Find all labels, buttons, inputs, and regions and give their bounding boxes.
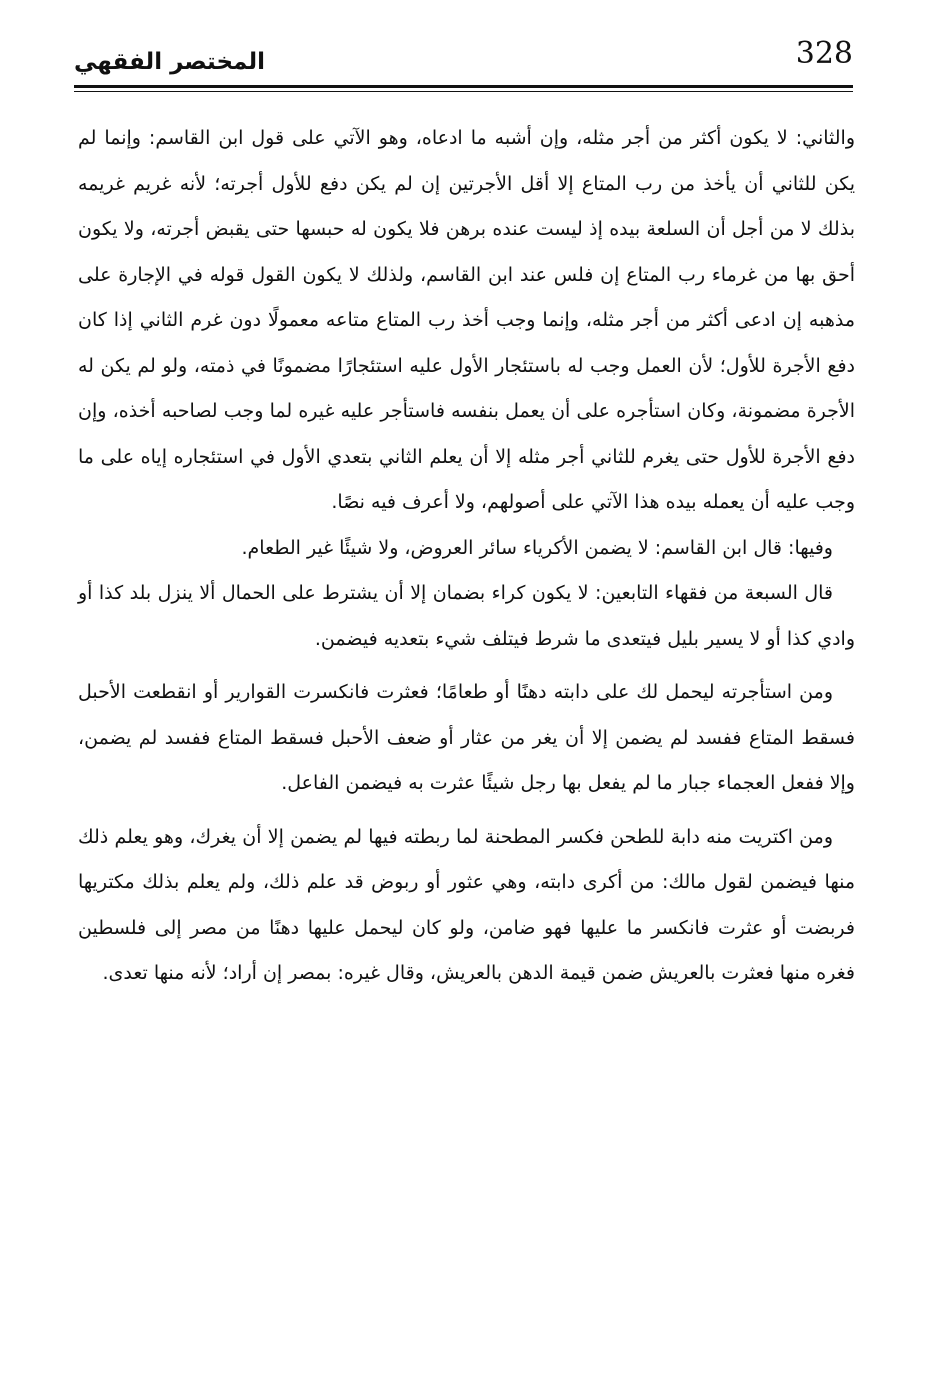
paragraph: ومن اكتريت منه دابة للطحن فكسر المطحنة لما ربطته فيها لم يضمن إلا أن يغرك، وهو يعلم ذلك منها فيضمن لقول مالك: من أكرى دابته، وهي عثور أو ربوض قد علم ذلك، ولم يعلم بذلك مكتريها فربضت أو عثرت فانكسر ما عليها فهو ضامن، ولو كان ليحمل عليها دهنًا من مصر إلى فلسطين فغره منها فعثرت بالعريش ضمن قيمة الدهن بالعريش، وقال غيره: بمصر إن أراد؛ لأنه منها تعدى. (78, 825, 855, 984)
body-text (78, 116, 855, 997)
running-title: المختصر الفقهي (74, 49, 265, 75)
paragraph: وفيها: قال ابن القاسم: لا يضمن الأكرياء سائر العروض، ولا شيئًا غير الطعام. (241, 536, 833, 559)
header-rule-thin (74, 91, 853, 92)
page-header (74, 36, 853, 94)
paragraph: ومن استأجرته ليحمل لك على دابته دهنًا أو طعامًا؛ فعثرت فانكسرت القوارير أو انقطعت الأحبل فسقط المتاع ففسد لم يضمن إلا أن يغر من عثار أو ضعف الأحبل فسقط المتاع ففسد لم يضمن، وإلا ففعل العجماء جبار ما لم يفعل بها رجل شيئًا عثرت به فيضمن الفاعل. (78, 681, 855, 794)
paragraph: والثاني: لا يكون أكثر من أجر مثله، وإن أشبه ما ادعاه، وهو الآتي على قول ابن القاسم: وإنما لم يكن للثاني أن يأخذ من رب المتاع إلا أقل الأجرتين إن لم يكن دفع للأول أجرته؛ لأنه غريم غريمه بذلك لا من أجل أن السلعة بيده إذ ليست عنده برهن فلا يكون له حبسها حتى يقبض أجرته، ولا يكون أحق بها من غرماء رب المتاع إن فلس عند ابن القاسم، ولذلك لا يكون القول قوله في الإجارة على مذهبه إن ادعى أكثر من أجر مثله، وإنما وجب أخذ رب المتاع متاعه معمولًا دون غرم الثاني إذا كان دفع الأجرة للأول؛ لأن العمل وجب له باستئجار الأول عليه استئجارًا مضمونًا في ذمته، ولو لم يكن له الأجرة مضمونة، وكان استأجره على أن يعمل بنفسه فاستأجر عليه غيره لما وجب لصاحبه أخذه، وإن دفع الأجرة للأول حتى يغرم للثاني أجر مثله إلا أن يعلم الثاني بتعدي الأول في استئجاره إياه على ما وجب عليه أن يعمله بيده هذا الآتي على أصولهم، ولا أعرف فيه نصًا. (78, 127, 855, 513)
page-number: 328 (795, 36, 853, 71)
header-rule (74, 85, 853, 88)
paragraph: قال السبعة من فقهاء التابعين: لا يكون كراء بضمان إلا أن يشترط على الحمال ألا ينزل بلد كذا أو وادي كذا أو لا يسير بليل فيتعدى ما شرط فيتلف شيء بتعديه فيضمن. (78, 582, 855, 650)
